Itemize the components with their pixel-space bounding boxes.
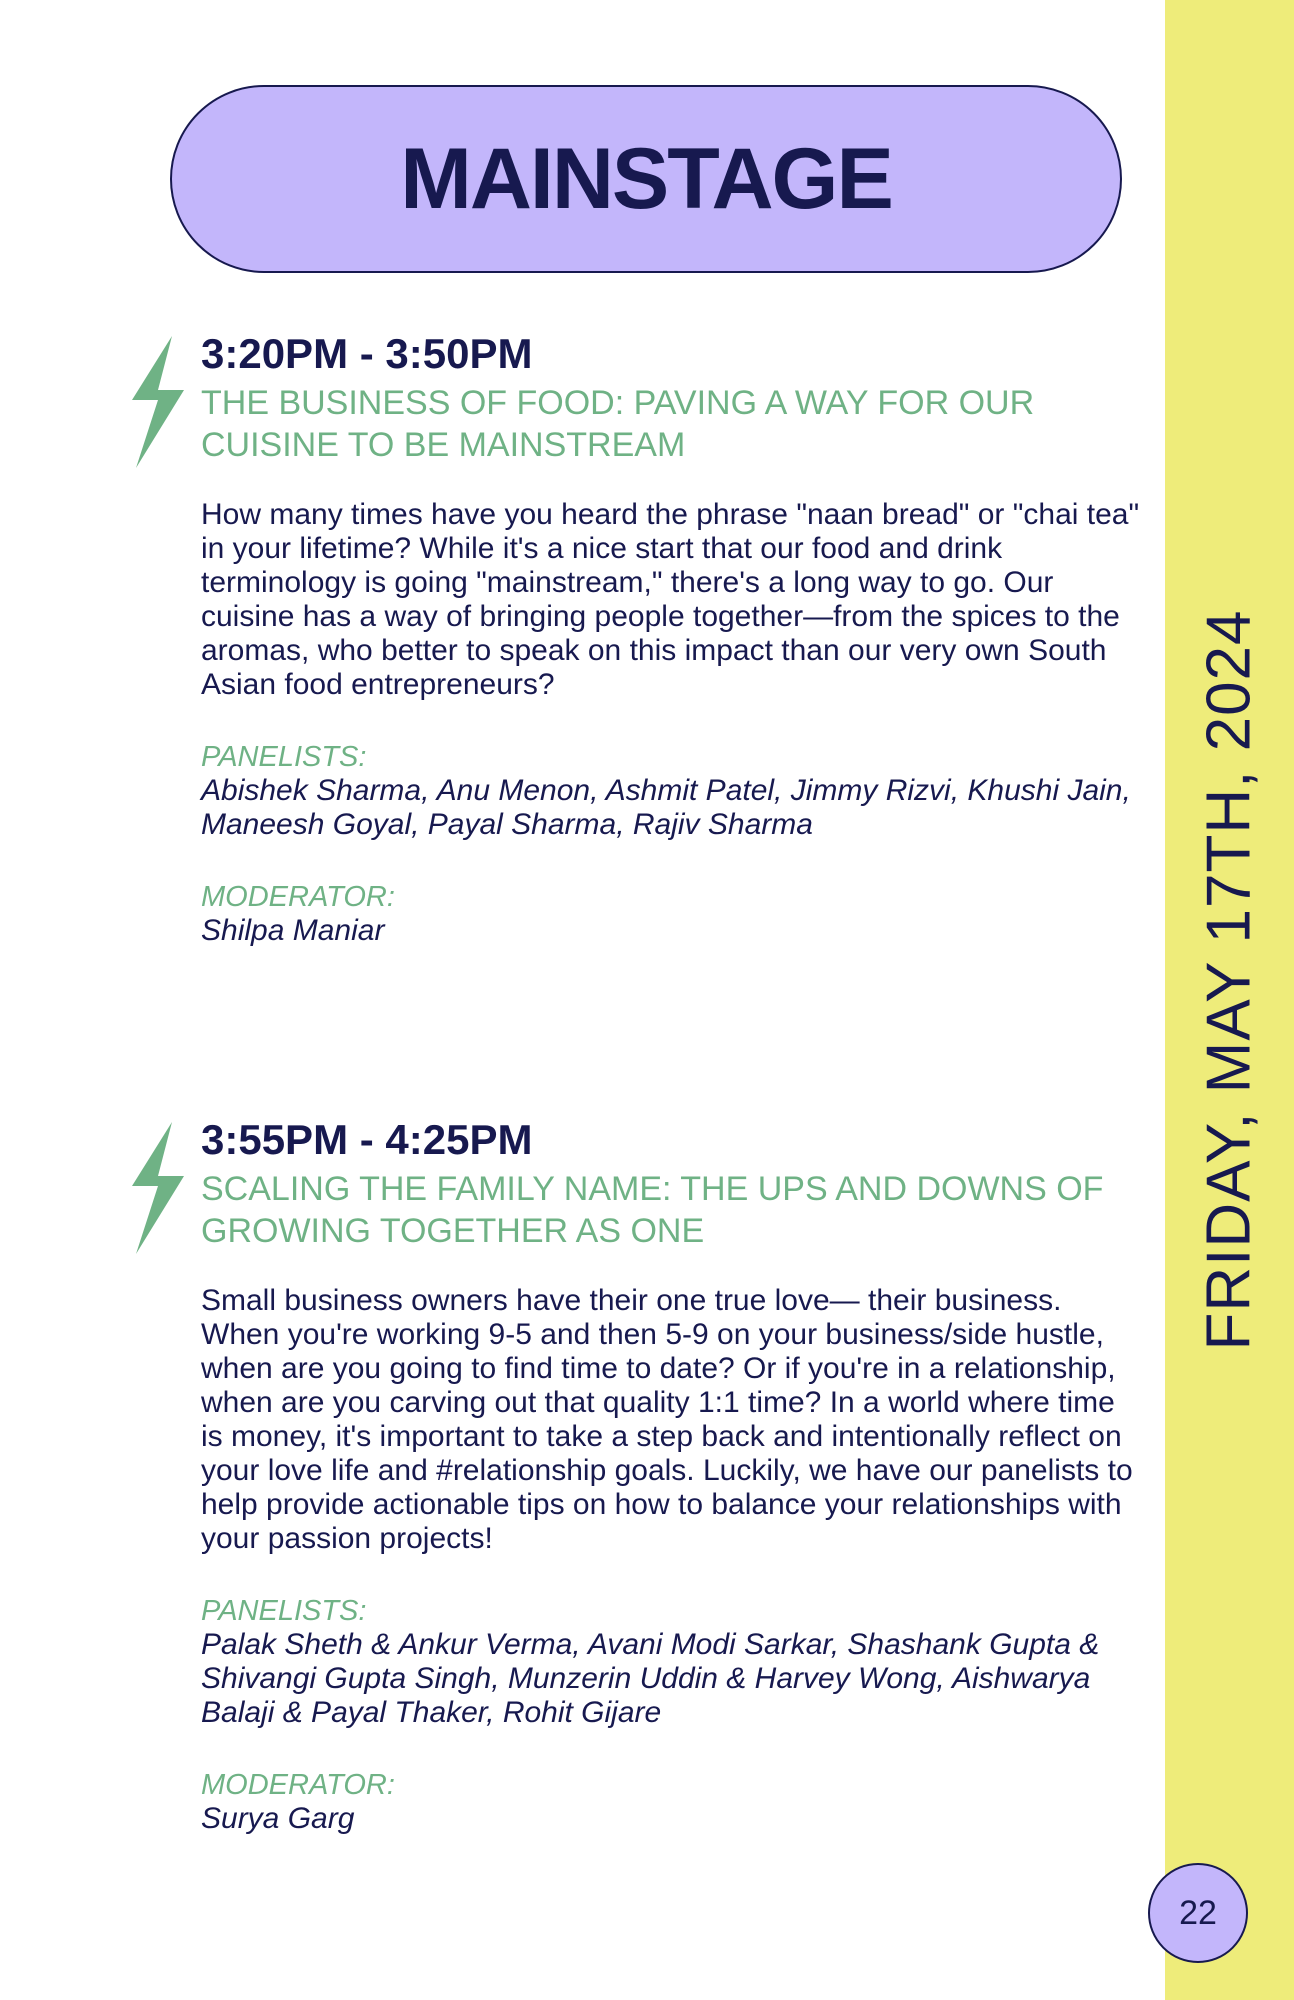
panelists-names: Abishek Sharma, Anu Menon, Ashmit Patel, Jimmy Rizvi, Khushi Jain, Maneesh Goyal, Payal Sharma, Rajiv Sharma (201, 774, 1131, 841)
moderator-name: Shilpa Maniar (201, 914, 385, 947)
session-description: How many times have you heard the phrase "naan bread" or "chai tea" in your lifetime? While it's a nice start that our food and drink terminology is going "mainstream," there's a long way to go. Our cuisine has a way of bringing people together—from the spices to the aromas, who better to speak on this impact than our very own South Asian food entrepreneurs? (201, 498, 1140, 701)
panelists-label: PANELISTS: (201, 741, 367, 773)
session-2 (201, 1116, 1141, 1836)
moderator-name: Surya Garg (201, 1802, 355, 1835)
stage-title: MAINSTAGE (400, 130, 892, 227)
lightning-bolt-icon (128, 1122, 186, 1254)
session-1 (201, 330, 1141, 948)
session-title: THE BUSINESS OF FOOD: PAVING A WAY FOR OUR CUISINE TO BE MAINSTREAM (201, 384, 1035, 464)
moderator-label: MODERATOR: (201, 881, 395, 913)
moderator-label: MODERATOR: (201, 1769, 395, 1801)
stage-header (170, 85, 1122, 273)
lightning-bolt-icon (128, 336, 186, 468)
page-number: 22 (1148, 1863, 1248, 1963)
panelists-label: PANELISTS: (201, 1595, 367, 1627)
session-title: SCALING THE FAMILY NAME: THE UPS AND DOWNS OF GROWING TOGETHER AS ONE (201, 1170, 1104, 1250)
session-time: 3:20PM - 3:50PM (201, 330, 533, 377)
event-date: FRIDAY, MAY 17TH, 2024 (1194, 609, 1264, 1351)
panelists-names: Palak Sheth & Ankur Verma, Avani Modi Sarkar, Shashank Gupta & Shivangi Gupta Singh, Munzerin Uddin & Harvey Wong, Aishwarya Balaji & Payal Thaker, Rohit Gijare (201, 1628, 1100, 1729)
session-description: Small business owners have their one true love— their business. When you're working 9-5 and then 5-9 on your business/side hustle, when are you going to find time to date? Or if you're in a relationship, when are you carving out that quality 1:1 time? In a world where time is money, it's important to take a step back and intentionally reflect on your love life and #relationship goals. Luckily, we have our panelists to help provide actionable tips on how to balance your relationships with your passion projects! (201, 1284, 1133, 1555)
session-time: 3:55PM - 4:25PM (201, 1116, 533, 1163)
